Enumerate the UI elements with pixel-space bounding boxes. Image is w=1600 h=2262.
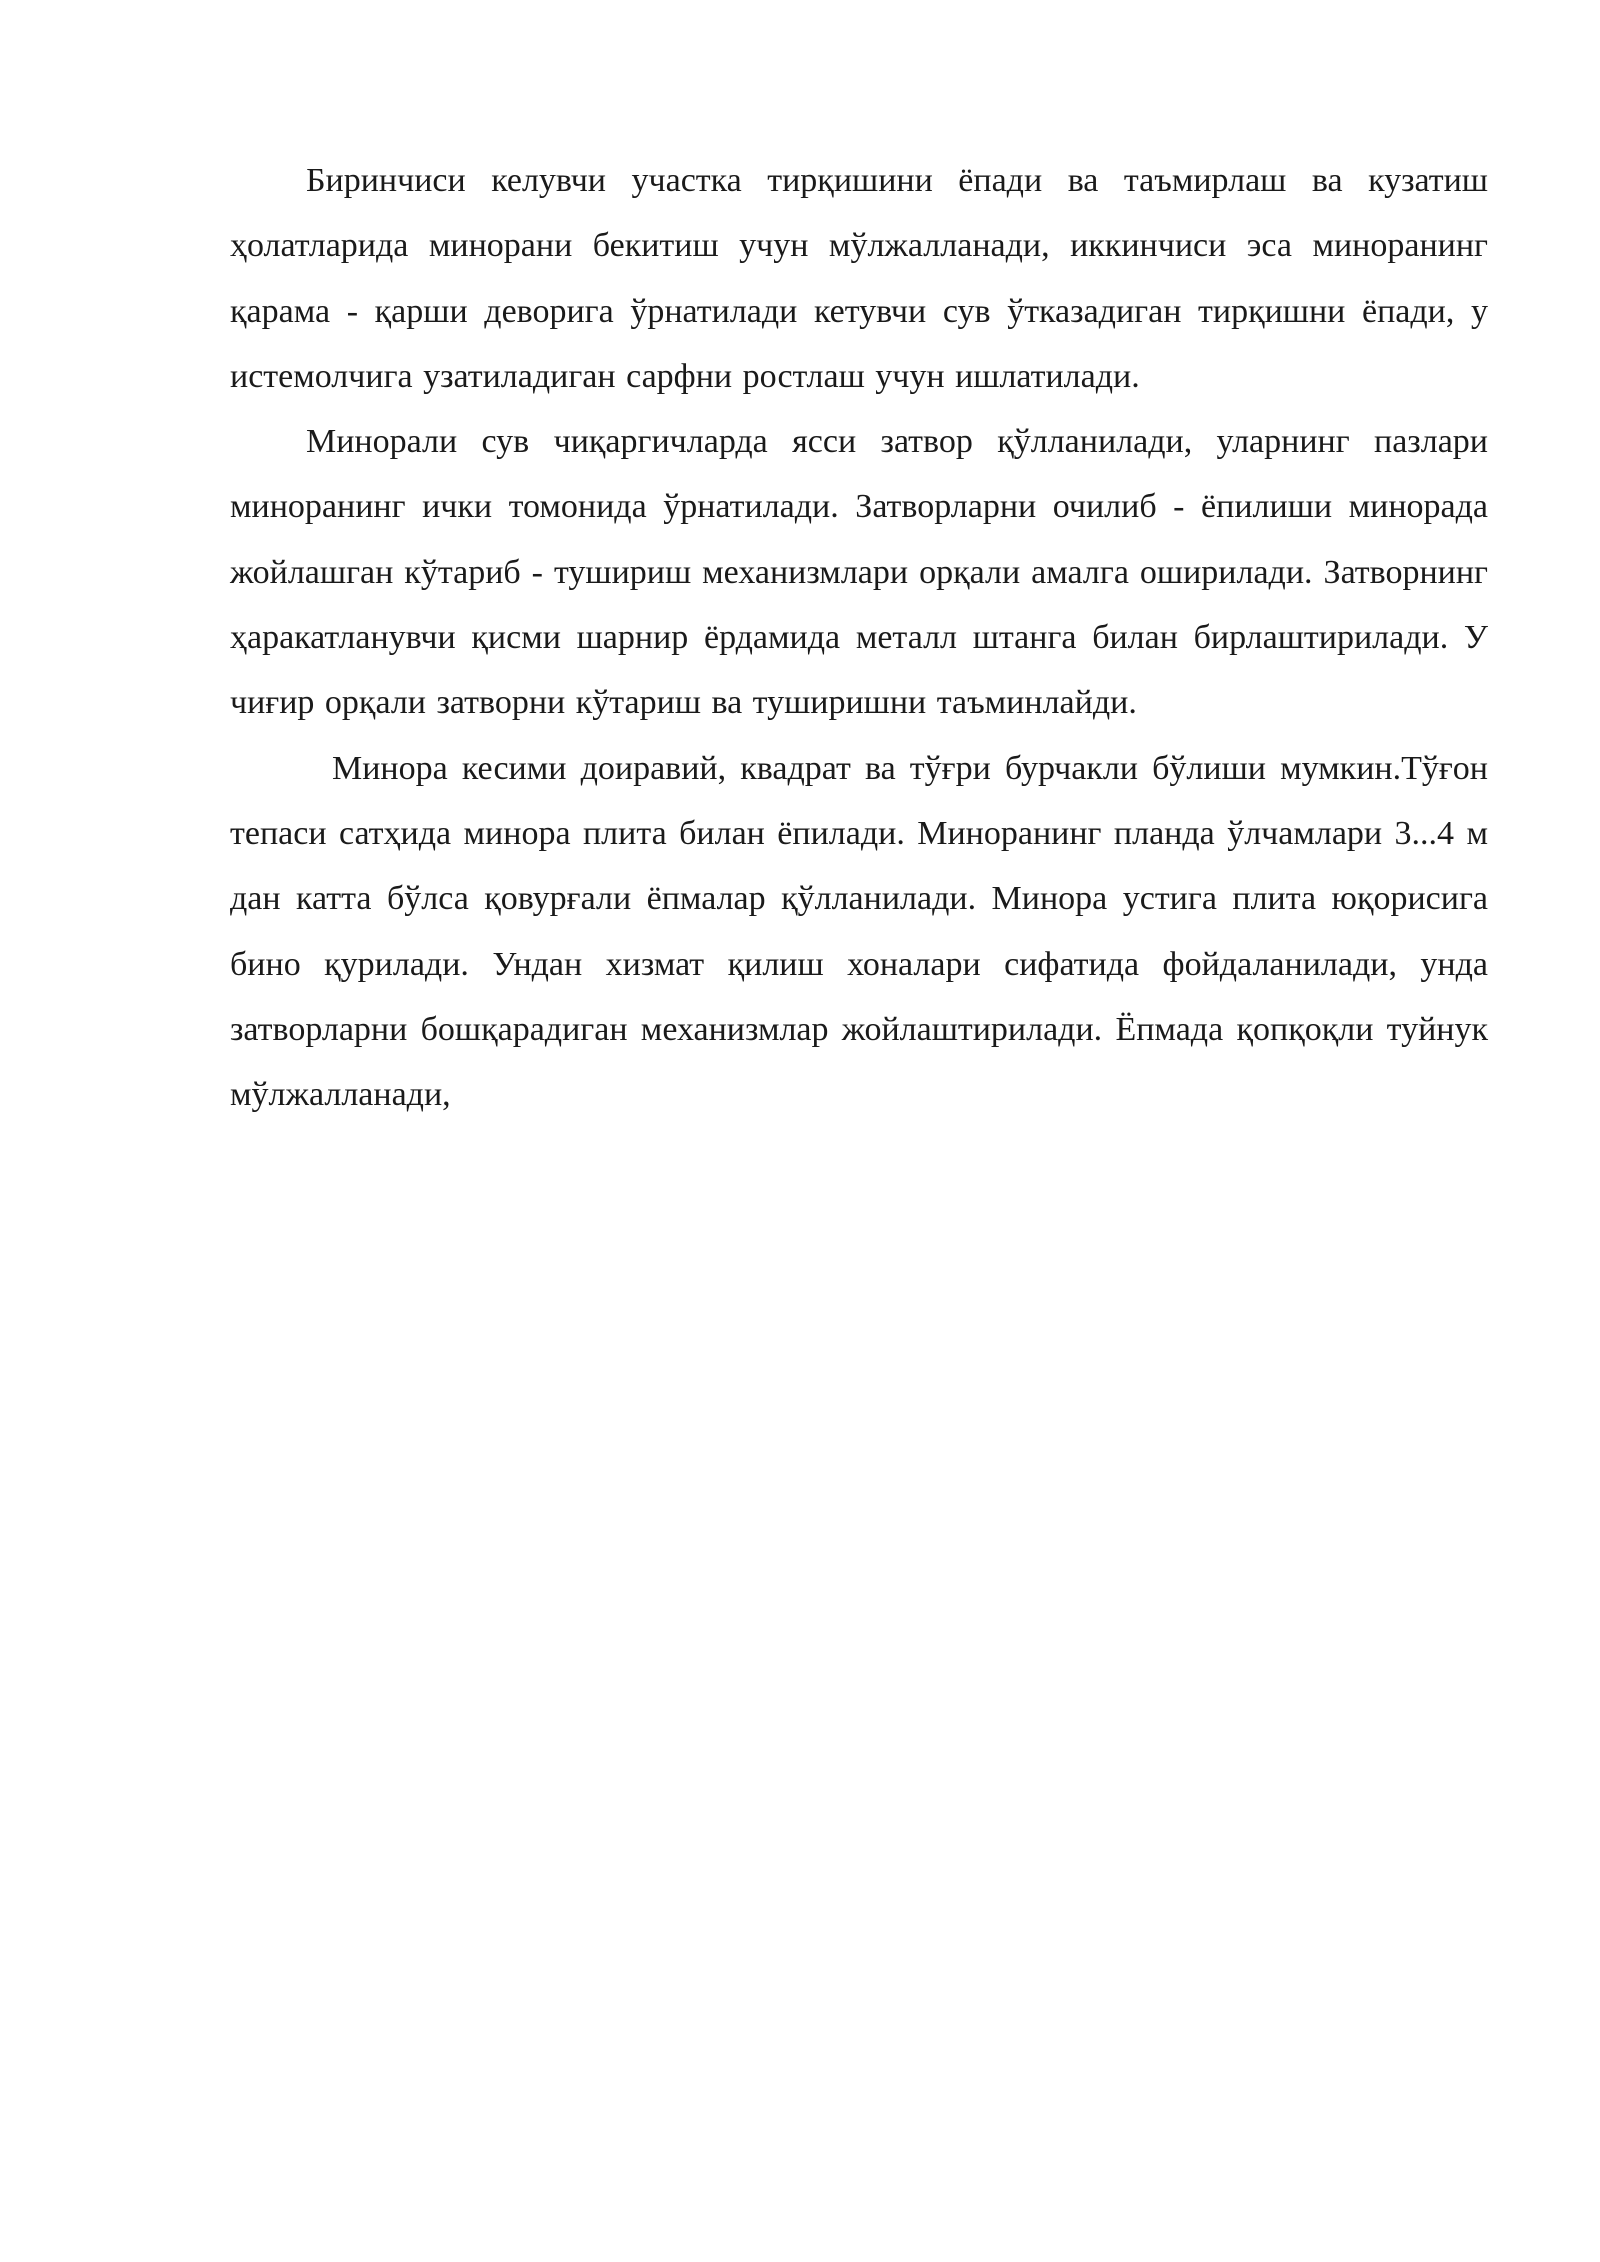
paragraph-1: Биринчиси келувчи участка тирқишини ёпади ва таъмирлаш ва кузатиш ҳолатларида минорани бекитиш учун мўлжалланади, иккинчиси эса миноранинг қарама - қарши деворига ўрнатилади кетувчи сув ўтказадиган тирқишни ёпади, у истемолчига узатиладиган сарфни ростлаш учун ишлатилади. [230, 162, 1488, 395]
text-body [230, 148, 1488, 1127]
paragraph-3: Минора кесими доиравий, квадрат ва тўғри бурчакли бўлиши мумкин.Тўғон тепаси сатҳида минора плита билан ёпилади. Миноранинг планда ўлчамлари 3...4 м дан катта бўлса қовурғали ёпмалар қўлланилади. Минора устига плита юқорисига бино қурилади. Ундан хизмат қилиш хоналари сифатида фойдаланилади, унда затворларни бошқарадиган механизмлар жойлаштирилади. Ёпмада қопқоқли туйнук мўлжалланади, [230, 749, 1488, 1114]
paragraph-2: Минорали сув чиқаргичларда ясси затвор қўлланилади, уларнинг пазлари миноранинг ички томонида ўрнатилади. Затворларни очилиб - ёпилиши минорада жойлашган кўтариб - тушириш механизмлари орқали амалга оширилади. Затворнинг ҳаракатланувчи қисми шарнир ёрдамида металл штанга билан бирлаштирилади. У чиғир орқали затворни кўтариш ва туширишни таъминлайди. [230, 423, 1488, 722]
